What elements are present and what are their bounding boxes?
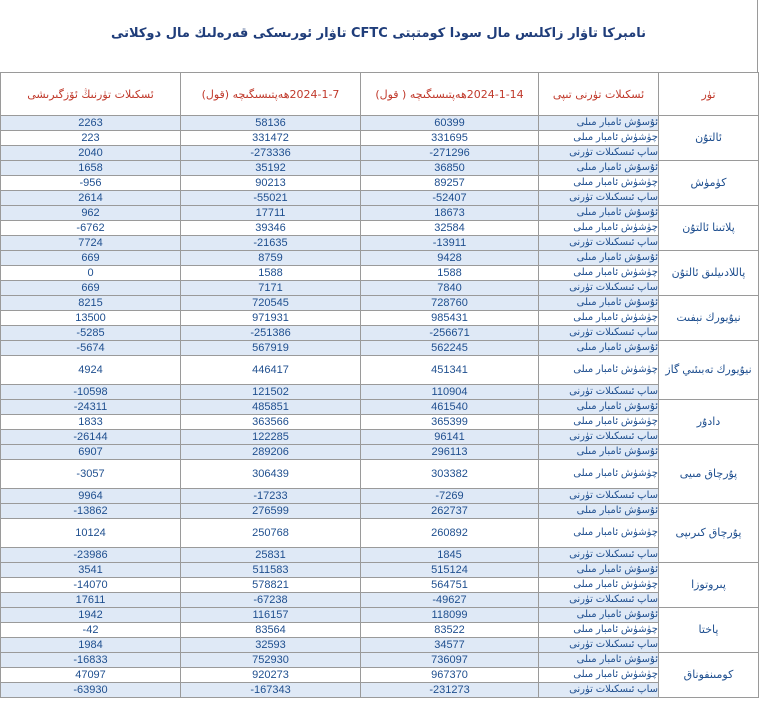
value-date-2-cell: 365399 (361, 415, 539, 430)
position-type-cell: ساپ ئىسكىلات تۈرنى (539, 489, 659, 504)
change-cell: -63930 (1, 683, 181, 698)
table-row (1, 460, 759, 489)
value-date-2-cell: 118099 (361, 608, 539, 623)
value-date-1-cell: 446417 (181, 356, 361, 385)
value-date-1-cell: 752930 (181, 653, 361, 668)
value-date-1-cell: 276599 (181, 504, 361, 519)
table-row (1, 563, 759, 578)
table-row (1, 191, 759, 206)
change-cell: -10598 (1, 385, 181, 400)
position-type-cell: ئۇسۇش ئامبار مىلى (539, 653, 659, 668)
position-type-cell: چۈشۈش ئامبار مىلى (539, 460, 659, 489)
table-row (1, 623, 759, 638)
value-date-2-cell: 303382 (361, 460, 539, 489)
value-date-1-cell: 306439 (181, 460, 361, 489)
change-cell: 0 (1, 266, 181, 281)
change-cell: 1984 (1, 638, 181, 653)
category-cell: پىروتوزا (659, 563, 759, 608)
value-date-2-cell: 262737 (361, 504, 539, 519)
table-row (1, 176, 759, 191)
table-row (1, 653, 759, 668)
table-row (1, 638, 759, 653)
value-date-2-cell: 18673 (361, 206, 539, 221)
value-date-1-cell: 485851 (181, 400, 361, 415)
value-date-1-cell: -273336 (181, 146, 361, 161)
change-cell: -26144 (1, 430, 181, 445)
position-type-cell: ئۇسۇش ئامبار مىلى (539, 206, 659, 221)
value-date-2-cell: 260892 (361, 519, 539, 548)
category-cell: پاللادىيلىق ئالتۇن (659, 251, 759, 296)
category-cell: نيۇيورك نېفىت (659, 296, 759, 341)
table-row (1, 668, 759, 683)
category-cell: پۇرچاق مىيى (659, 445, 759, 504)
value-date-1-cell: 83564 (181, 623, 361, 638)
header-date-2: 2024-1-14ھەپتىسىگىچە ( قول) (361, 73, 539, 116)
value-date-1-cell: 122285 (181, 430, 361, 445)
table-row (1, 608, 759, 623)
position-type-cell: ئۇسۇش ئامبار مىلى (539, 251, 659, 266)
position-type-cell: چۈشۈش ئامبار مىلى (539, 131, 659, 146)
table-row (1, 161, 759, 176)
change-cell: 13500 (1, 311, 181, 326)
change-cell: 2040 (1, 146, 181, 161)
position-type-cell: ئۇسۇش ئامبار مىلى (539, 504, 659, 519)
change-cell: 10124 (1, 519, 181, 548)
change-cell: -6762 (1, 221, 181, 236)
value-date-1-cell: 511583 (181, 563, 361, 578)
header-date-1: 2024-1-7ھەپتىسىگىچە (قول) (181, 73, 361, 116)
value-date-1-cell: 121502 (181, 385, 361, 400)
category-cell: پاختا (659, 608, 759, 653)
position-type-cell: ساپ ئىسكىلات تۈرنى (539, 236, 659, 251)
change-cell: -5285 (1, 326, 181, 341)
table-row (1, 593, 759, 608)
table-row (1, 385, 759, 400)
header-type: ئسكىلات تۈرنى تىپى (539, 73, 659, 116)
value-date-2-cell: 331695 (361, 131, 539, 146)
value-date-1-cell: 971931 (181, 311, 361, 326)
change-cell: 2263 (1, 116, 181, 131)
position-type-cell: ساپ ئىسكىلات تۈرنى (539, 430, 659, 445)
value-date-2-cell: 967370 (361, 668, 539, 683)
value-date-1-cell: 35192 (181, 161, 361, 176)
position-type-cell: ساپ ئىسكىلات تۈرنى (539, 548, 659, 563)
value-date-1-cell: 578821 (181, 578, 361, 593)
position-type-cell: ئۇسۇش ئامبار مىلى (539, 608, 659, 623)
category-cell: پلاتىنا ئالتۇن (659, 206, 759, 251)
table-row (1, 251, 759, 266)
change-cell: -13862 (1, 504, 181, 519)
value-date-2-cell: 83522 (361, 623, 539, 638)
table-row (1, 683, 759, 698)
header-change: ئسكىلات تۈرنىڭ ئۆزگىرىشى (1, 73, 181, 116)
position-type-cell: چۈشۈش ئامبار مىلى (539, 519, 659, 548)
value-date-2-cell: 564751 (361, 578, 539, 593)
position-type-cell: ئۇسۇش ئامبار مىلى (539, 116, 659, 131)
table-row (1, 356, 759, 385)
change-cell: 1833 (1, 415, 181, 430)
value-date-1-cell: 720545 (181, 296, 361, 311)
position-type-cell: ئۇسۇش ئامبار مىلى (539, 563, 659, 578)
change-cell: 1658 (1, 161, 181, 176)
value-date-2-cell: 1845 (361, 548, 539, 563)
position-type-cell: چۈشۈش ئامبار مىلى (539, 311, 659, 326)
value-date-2-cell: 34577 (361, 638, 539, 653)
category-cell: كومىنفوناق (659, 653, 759, 698)
value-date-2-cell: -271296 (361, 146, 539, 161)
change-cell: 1942 (1, 608, 181, 623)
table-row (1, 146, 759, 161)
table-row (1, 131, 759, 146)
position-type-cell: ئۇسۇش ئامبار مىلى (539, 445, 659, 460)
category-cell: نيۇيورك تەبىئىي گاز (659, 341, 759, 400)
table-row (1, 326, 759, 341)
table-row (1, 430, 759, 445)
value-date-2-cell: 736097 (361, 653, 539, 668)
position-type-cell: ساپ ئىسكىلات تۈرنى (539, 683, 659, 698)
change-cell: -14070 (1, 578, 181, 593)
position-type-cell: چۈشۈش ئامبار مىلى (539, 356, 659, 385)
value-date-2-cell: 9428 (361, 251, 539, 266)
category-cell: كۈمۈش (659, 161, 759, 206)
change-cell: -16833 (1, 653, 181, 668)
table-row (1, 266, 759, 281)
position-type-cell: چۈشۈش ئامبار مىلى (539, 176, 659, 191)
value-date-1-cell: -17233 (181, 489, 361, 504)
value-date-2-cell: 296113 (361, 445, 539, 460)
value-date-2-cell: -256671 (361, 326, 539, 341)
position-type-cell: ئۇسۇش ئامبار مىلى (539, 341, 659, 356)
change-cell: -42 (1, 623, 181, 638)
change-cell: 669 (1, 251, 181, 266)
change-cell: -23986 (1, 548, 181, 563)
value-date-1-cell: 39346 (181, 221, 361, 236)
value-date-1-cell: 116157 (181, 608, 361, 623)
value-date-1-cell: 289206 (181, 445, 361, 460)
value-date-1-cell: 58136 (181, 116, 361, 131)
change-cell: 2614 (1, 191, 181, 206)
value-date-1-cell: 250768 (181, 519, 361, 548)
change-cell: 8215 (1, 296, 181, 311)
value-date-1-cell: -55021 (181, 191, 361, 206)
category-cell: ئالتۇن (659, 116, 759, 161)
position-type-cell: چۈشۈش ئامبار مىلى (539, 266, 659, 281)
value-date-1-cell: 8759 (181, 251, 361, 266)
position-type-cell: چۈشۈش ئامبار مىلى (539, 623, 659, 638)
value-date-1-cell: 363566 (181, 415, 361, 430)
value-date-1-cell: 567919 (181, 341, 361, 356)
value-date-2-cell: 515124 (361, 563, 539, 578)
table-row (1, 548, 759, 563)
value-date-1-cell: 1588 (181, 266, 361, 281)
value-date-2-cell: -52407 (361, 191, 539, 206)
table-row (1, 400, 759, 415)
table-row (1, 341, 759, 356)
change-cell: 669 (1, 281, 181, 296)
change-cell: 223 (1, 131, 181, 146)
category-cell: دادۇر (659, 400, 759, 445)
value-date-2-cell: 728760 (361, 296, 539, 311)
position-type-cell: چۈشۈش ئامبار مىلى (539, 668, 659, 683)
value-date-1-cell: 17711 (181, 206, 361, 221)
change-cell: -5674 (1, 341, 181, 356)
value-date-2-cell: 562245 (361, 341, 539, 356)
cot-report-table (0, 72, 759, 698)
position-type-cell: چۈشۈش ئامبار مىلى (539, 415, 659, 430)
change-cell: 47097 (1, 668, 181, 683)
category-cell: پۇرچاق كىرىپى (659, 504, 759, 563)
table-row (1, 489, 759, 504)
table-row (1, 519, 759, 548)
value-date-1-cell: 331472 (181, 131, 361, 146)
value-date-1-cell: 920273 (181, 668, 361, 683)
change-cell: 962 (1, 206, 181, 221)
title-area (0, 0, 758, 72)
value-date-2-cell: 7840 (361, 281, 539, 296)
position-type-cell: ساپ ئىسكىلات تۈرنى (539, 593, 659, 608)
position-type-cell: ئۇسۇش ئامبار مىلى (539, 296, 659, 311)
value-date-2-cell: 32584 (361, 221, 539, 236)
value-date-1-cell: -167343 (181, 683, 361, 698)
value-date-1-cell: -251386 (181, 326, 361, 341)
value-date-2-cell: 89257 (361, 176, 539, 191)
header-row (1, 73, 759, 116)
change-cell: -24311 (1, 400, 181, 415)
table-row (1, 578, 759, 593)
table-row (1, 504, 759, 519)
value-date-2-cell: 110904 (361, 385, 539, 400)
table-row (1, 415, 759, 430)
value-date-2-cell: 985431 (361, 311, 539, 326)
value-date-2-cell: 461540 (361, 400, 539, 415)
value-date-2-cell: -13911 (361, 236, 539, 251)
change-cell: -3057 (1, 460, 181, 489)
value-date-2-cell: 36850 (361, 161, 539, 176)
table-row (1, 281, 759, 296)
change-cell: 4924 (1, 356, 181, 385)
table-row (1, 221, 759, 236)
table-row (1, 296, 759, 311)
value-date-1-cell: 7171 (181, 281, 361, 296)
table-row (1, 445, 759, 460)
table-body (1, 116, 759, 698)
position-type-cell: ساپ ئىسكىلات تۈرنى (539, 638, 659, 653)
table-row (1, 236, 759, 251)
position-type-cell: ساپ ئىسكىلات تۈرنى (539, 146, 659, 161)
value-date-2-cell: 60399 (361, 116, 539, 131)
value-date-2-cell: -7269 (361, 489, 539, 504)
position-type-cell: ساپ ئىسكىلات تۈرنى (539, 385, 659, 400)
value-date-1-cell: -21635 (181, 236, 361, 251)
position-type-cell: ساپ ئىسكىلات تۈرنى (539, 191, 659, 206)
table-row (1, 311, 759, 326)
change-cell: 6907 (1, 445, 181, 460)
value-date-2-cell: 1588 (361, 266, 539, 281)
position-type-cell: ئۇسۇش ئامبار مىلى (539, 161, 659, 176)
header-category: تۈر (659, 73, 759, 116)
value-date-1-cell: 32593 (181, 638, 361, 653)
position-type-cell: ساپ ئىسكىلات تۈرنى (539, 326, 659, 341)
value-date-1-cell: 25831 (181, 548, 361, 563)
position-type-cell: ئۇسۇش ئامبار مىلى (539, 400, 659, 415)
change-cell: 17611 (1, 593, 181, 608)
change-cell: 9964 (1, 489, 181, 504)
position-type-cell: ساپ ئىسكىلات تۈرنى (539, 281, 659, 296)
value-date-2-cell: 451341 (361, 356, 539, 385)
change-cell: 3541 (1, 563, 181, 578)
position-type-cell: چۈشۈش ئامبار مىلى (539, 221, 659, 236)
change-cell: 7724 (1, 236, 181, 251)
report-title: نامېركا تاۋار زاكلىس مال سودا كومتېتى CFTC تاۋار ئورىسكى قەرەلىك مال دوكلاتى (110, 26, 647, 41)
table-row (1, 206, 759, 221)
value-date-2-cell: -49627 (361, 593, 539, 608)
value-date-2-cell: -231273 (361, 683, 539, 698)
value-date-1-cell: 90213 (181, 176, 361, 191)
change-cell: -956 (1, 176, 181, 191)
position-type-cell: چۈشۈش ئامبار مىلى (539, 578, 659, 593)
value-date-2-cell: 96141 (361, 430, 539, 445)
table-row (1, 116, 759, 131)
value-date-1-cell: -67238 (181, 593, 361, 608)
